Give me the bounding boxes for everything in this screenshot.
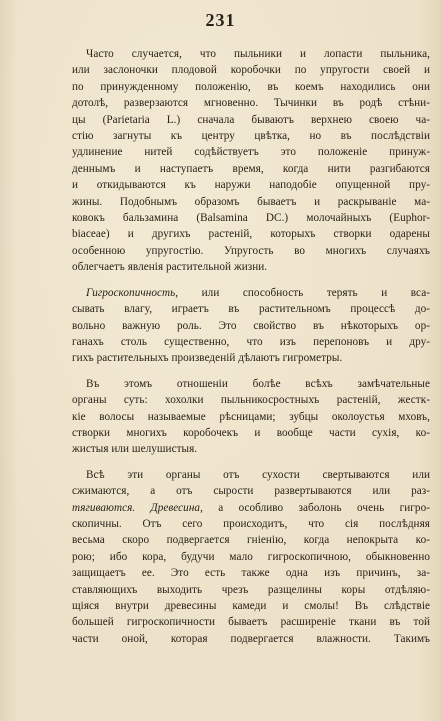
text-line: тягиваются. Древесина, а особливо заболонь очень гигро- — [72, 501, 430, 514]
text-line: деннымъ и наступаетъ время, когда нити разгибаются — [72, 162, 430, 175]
text-line: по принужденному положенію, въ коемъ находились они — [72, 80, 430, 93]
text-line: органы суть: хохолки пыльникосростныхъ растеній, жестк- — [72, 394, 430, 407]
text-line: ганахъ столь существенно, что изъ перепоновъ и дру- — [72, 335, 430, 348]
paragraph-elasticity — [72, 46, 430, 276]
text-line: щіяся внутри древесины камеди и смолы! Въ слѣдствіе — [72, 600, 430, 612]
text-line: облегчаетъ явленія растительной жизни. — [72, 261, 268, 274]
text-line: створки многихъ коробочекъ и вообще части сухія, ко- — [72, 426, 430, 439]
text-line: Часто случается, что пыльники и лопасти пыльника, — [86, 48, 430, 60]
text-line: ковокъ бальзамина (Balsamina DC.) молочайныхъ (Euphor- — [72, 212, 430, 225]
text-line: сывать влагу, играетъ въ растительномъ процессѣ до- — [72, 303, 430, 316]
page-number: 231 — [205, 10, 236, 30]
paragraph-organs — [72, 376, 430, 458]
text-line: Гигроскопичность, или способность терять и вса- — [86, 286, 430, 299]
text-line: весьма скоро подвергается гніенію, когда непокрыта ко- — [72, 534, 430, 547]
text-line: biaceae) и другихъ растеній, которыхъ створки одарены — [72, 228, 430, 241]
text-line: Въ этомъ отношеніи болѣе всѣхъ замѣчательные — [86, 377, 430, 390]
text-line: цы (Parietaria L.) сначала бываютъ верхнею своею ча- — [72, 113, 430, 126]
text-line: вольно важную роль. Это свойство въ нѣкоторыхъ ор- — [72, 319, 430, 332]
paragraph-dryness — [72, 467, 430, 647]
text-line: гихъ растительныхъ произведеній дѣлаютъ гигрометры. — [72, 352, 343, 365]
emphasized-term: тягиваются. Древесина — [72, 501, 201, 514]
text-line: рою; ибо кора, будучи мало гигроскопичною, обыкновенно — [72, 550, 430, 563]
text-line: сжимаются, а отъ сырости развертываются или раз- — [72, 485, 430, 498]
text-line: защищаетъ ее. Это есть также одна изъ причинъ, за- — [72, 567, 430, 580]
text-line: или заслоночки плодовой коробочки по упругости своей и — [72, 64, 430, 77]
text-line: жистыя или шелушистыя. — [72, 443, 198, 456]
text-line: части оной, которая подвергается влажности. Такимъ — [72, 632, 430, 645]
text-line: жины. Подобнымъ образомъ бываетъ и раскрываніе ма- — [72, 195, 430, 208]
text-line: дотолѣ, разверзаются мгновенно. Тычинки въ родѣ стѣни- — [72, 97, 430, 110]
paragraph-hygroscopicity — [72, 285, 430, 367]
text-line: ставляющихъ выходить чрезъ разщелины коры отдѣляю- — [72, 583, 430, 596]
text-line: скопичны. Отъ сего происходитъ, что сія послѣдняя — [72, 517, 430, 530]
emphasized-term: Гигроскопичность — [86, 286, 176, 299]
text-line: удлинение нитей содѣйствуетъ это положеніе принуж- — [72, 146, 430, 159]
text-line: большей гигроскопичности бываетъ расширеніе ткани въ той — [72, 616, 430, 629]
text-line: кіе волосы называемые рѣсницами; зубцы околоустья мховъ, — [72, 410, 430, 423]
text-line: стію загнуты къ центру цвѣтка, но въ послѣдствіи — [72, 130, 430, 143]
text-line: и откидываются къ наружи наподобіе опущенной пру- — [72, 179, 430, 192]
body-text — [72, 46, 430, 656]
text-line: особенною упругостію. Упругость во многихъ случаяхъ — [72, 244, 430, 257]
text-line: Всѣ эти органы отъ сухости свертываются или — [86, 468, 430, 481]
